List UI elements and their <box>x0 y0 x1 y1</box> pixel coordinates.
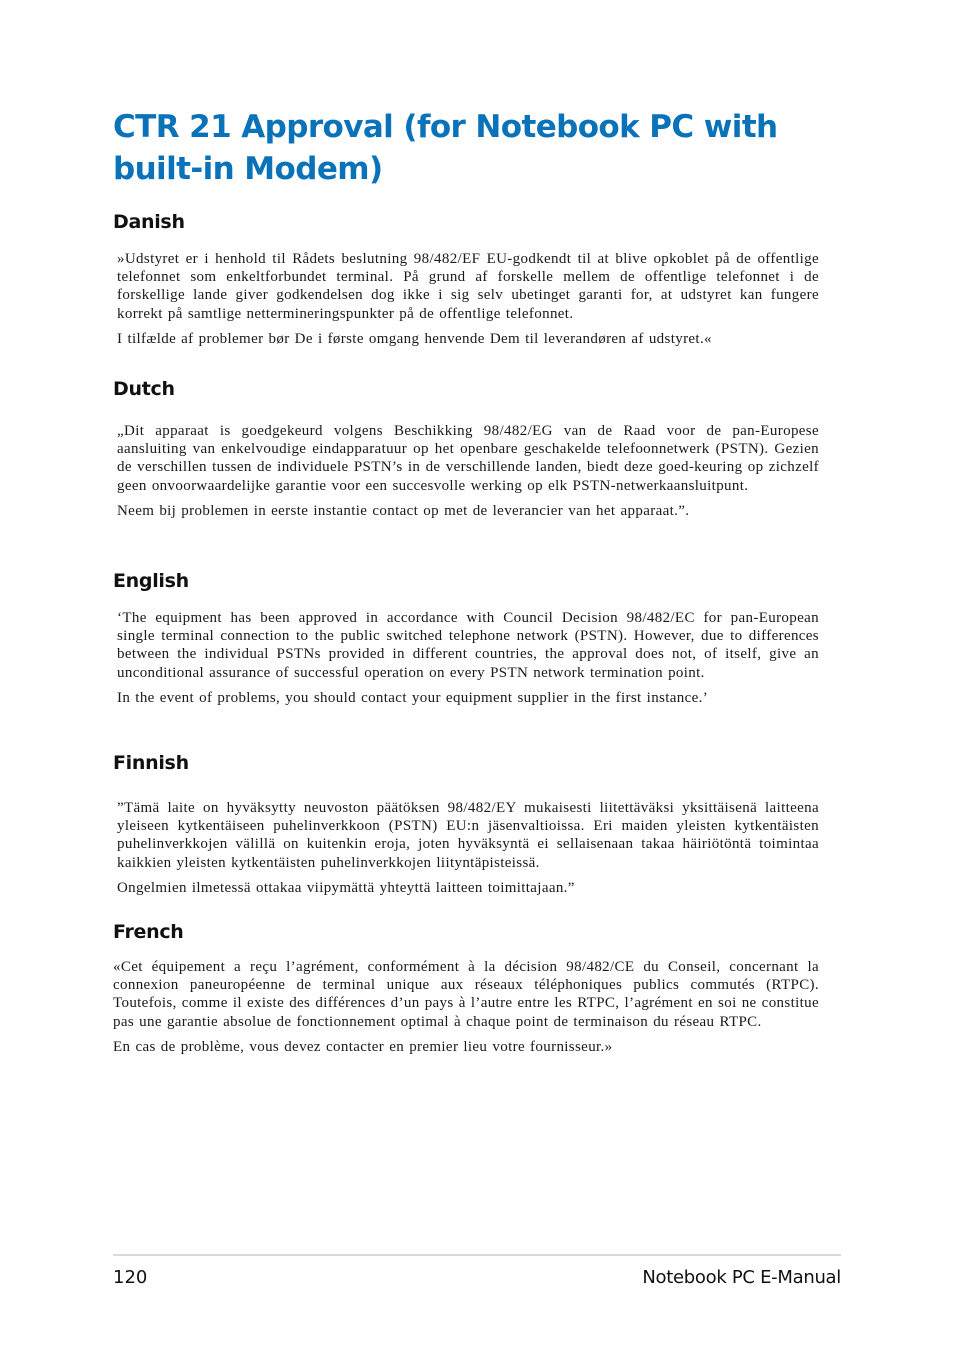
section-heading: Finnish <box>113 752 189 774</box>
section-english <box>113 569 819 706</box>
paragraph: ”Tämä laite on hyväksytty neuvoston päätöksen 98/482/EY mukaisesti liitettäväksi yksittäisenä laitteena yleiseen kytkentäiseen puhelinverkkoon (PSTN) EU:n jäsenvaltioissa. Eri maiden yleisten kytkentäisten puhelinverkkojen välillä on kuitenkin eroja, joten hyväksyntä ei sellaisenaan takaa häiriötöntä toimintaa kaikkien yleisten kytkentäisten puhelinverkkojen liityntäpisteissä. <box>117 800 819 871</box>
paragraph: In the event of problems, you should contact your equipment supplier in the first instance.’ <box>117 689 709 706</box>
manual-name: Notebook PC E-Manual <box>642 1267 841 1288</box>
section-heading: French <box>113 921 184 943</box>
section-heading: Danish <box>113 211 185 233</box>
paragraph: »Udstyret er i henhold til Rådets beslutning 98/482/EF EU-godkendt til at blive opkoblet på de offentlige telefonnet som enkeltforbundet terminal. På grund af forskelle mellem de offentlige telefonnet i de forskellige lande giver godkendelsen dog ikke i sig selv ubetinget garanti for, at udstyret kan fungere korrekt på samtlige nettermineringspunkter på de offentlige telefonnet. <box>117 251 819 322</box>
section-heading: English <box>113 570 189 592</box>
paragraph: Ongelmien ilmetessä ottakaa viipymättä yhteyttä laitteen toimittajaan.” <box>117 879 575 896</box>
section-danish <box>113 210 819 347</box>
paragraph: En cas de problème, vous devez contacter en premier lieu votre fournisseur.» <box>113 1038 613 1055</box>
paragraph: ‘The equipment has been approved in accordance with Council Decision 98/482/EC for pan-European single terminal connection to the public switched telephone network (PSTN). However, due to differences between the individual PSTNs provided in different countries, the approval does not, of itself, give an unconditional assurance of successful operation on every PSTN network termination point. <box>117 610 819 681</box>
paragraph: «Cet équipement a reçu l’agrément, conformément à la décision 98/482/CE du Conseil, concernant la connexion paneuropéenne de terminal unique aux réseaux téléphoniques publics commutés (RTPC). Toutefois, comme il existe des différences d’un pays à l’autre entre les RTPC, l’agrément en soi ne constitue pas une garantie absolue de fonctionnement optimal à chaque point de terminaison du réseau RTPC. <box>113 959 819 1030</box>
paragraph: I tilfælde af problemer bør De i første omgang henvende Dem til leverandøren af udstyret.« <box>117 330 712 347</box>
section-finnish <box>113 751 819 896</box>
section-heading: Dutch <box>113 378 175 400</box>
footer-divider <box>113 1254 841 1256</box>
section-dutch <box>113 377 819 519</box>
page-title: CTR 21 Approval (for Notebook PC with built-in Modem) <box>113 109 778 187</box>
page-number: 120 <box>113 1267 148 1288</box>
paragraph: Neem bij problemen in eerste instantie contact op met de leverancier van het apparaat.”. <box>117 502 690 519</box>
section-french <box>113 920 819 1055</box>
paragraph: „Dit apparaat is goedgekeurd volgens Beschikking 98/482/EG van de Raad voor de pan-Europese aansluiting van enkelvoudige eindapparatuur op het openbare geschakelde telefoonnetwerk (PSTN). Gezien de verschillen tussen de individuele PSTN’s in de verschillende landen, biedt deze goed-keuring op zichzelf geen onvoorwaardelijke garantie voor een succesvolle werking op elk PSTN-netwerkaansluitpunt. <box>117 423 819 494</box>
